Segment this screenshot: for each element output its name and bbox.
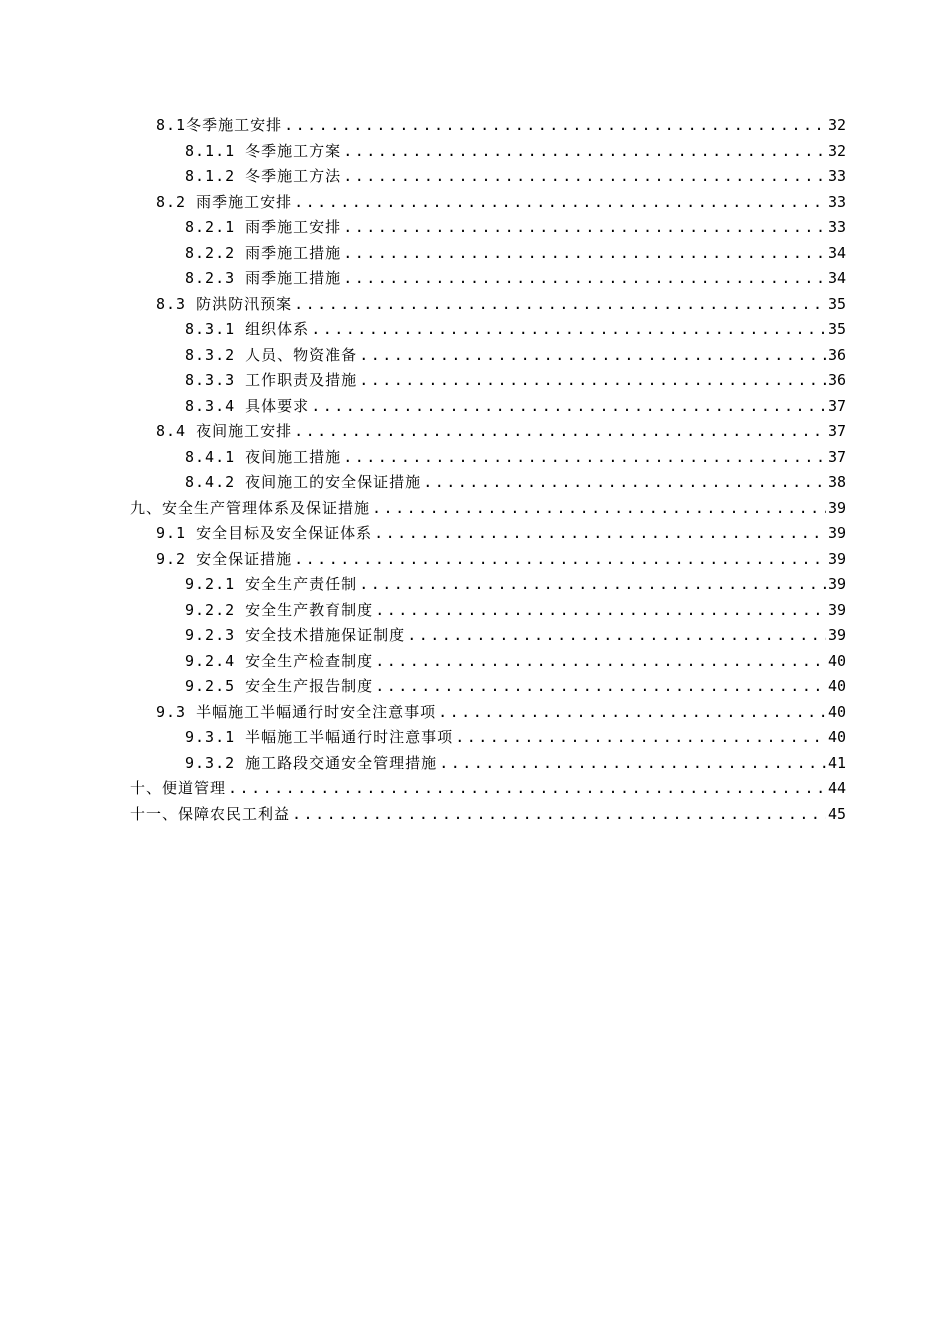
toc-entry-page: 36 xyxy=(827,345,846,364)
toc-entry-title: 8.4 夜间施工安排 xyxy=(156,422,293,440)
toc-dot-leader xyxy=(407,623,826,649)
toc-dot-leader xyxy=(375,674,826,700)
toc-dot-leader xyxy=(284,113,826,139)
toc-dot-leader xyxy=(374,521,826,547)
toc-entry[interactable] xyxy=(130,241,846,267)
table-of-contents xyxy=(130,113,846,827)
toc-entry[interactable] xyxy=(130,445,846,471)
toc-dot-leader xyxy=(343,241,826,267)
toc-entry-title: 9.2.1 安全生产责任制 xyxy=(185,575,358,593)
toc-entry-title: 8.3.3 工作职责及措施 xyxy=(185,371,358,389)
toc-entry-title: 9.3.1 半幅施工半幅通行时注意事项 xyxy=(185,728,454,746)
toc-entry-title: 9.2.5 安全生产报告制度 xyxy=(185,677,374,695)
toc-entry-page: 44 xyxy=(827,779,846,797)
toc-entry[interactable] xyxy=(130,394,846,420)
toc-dot-leader xyxy=(294,547,826,573)
toc-entry[interactable] xyxy=(130,700,846,726)
toc-dot-leader xyxy=(228,776,826,802)
toc-entry[interactable] xyxy=(130,649,846,675)
toc-dot-leader xyxy=(455,725,826,751)
toc-entry-page: 33 xyxy=(827,218,846,236)
toc-entry-title: 8.2.2 雨季施工措施 xyxy=(185,243,342,262)
toc-entry-title: 9.2 安全保证措施 xyxy=(156,549,293,568)
toc-entry-title: 8.4.1 夜间施工措施 xyxy=(185,447,342,466)
toc-entry[interactable] xyxy=(130,725,846,751)
toc-entry[interactable] xyxy=(130,598,846,624)
toc-entry-title: 8.1冬季施工安排 xyxy=(156,116,283,134)
toc-entry[interactable] xyxy=(130,674,846,700)
toc-entry-title: 8.1.2 冬季施工方法 xyxy=(185,167,342,185)
toc-entry-page: 40 xyxy=(827,651,846,670)
toc-entry[interactable] xyxy=(130,419,846,445)
toc-entry-title: 8.2.3 雨季施工措施 xyxy=(185,269,342,287)
toc-entry-title: 九、安全生产管理体系及保证措施 xyxy=(130,498,371,517)
toc-dot-leader xyxy=(359,343,826,369)
toc-entry-page: 37 xyxy=(827,422,846,440)
toc-entry-title: 8.4.2 夜间施工的安全保证措施 xyxy=(185,473,422,491)
toc-entry-page: 39 xyxy=(827,600,846,619)
toc-dot-leader xyxy=(343,139,826,165)
toc-dot-leader xyxy=(311,394,826,420)
toc-entry-page: 37 xyxy=(827,447,846,466)
toc-entry[interactable] xyxy=(130,139,846,165)
toc-entry-page: 37 xyxy=(827,396,846,415)
toc-entry-title: 9.2.3 安全技术措施保证制度 xyxy=(185,626,406,644)
toc-entry-page: 40 xyxy=(827,702,846,721)
toc-entry[interactable] xyxy=(130,190,846,216)
toc-entry-page: 39 xyxy=(827,549,846,568)
toc-entry-page: 33 xyxy=(827,167,846,185)
toc-entry-page: 39 xyxy=(827,524,846,542)
toc-entry-page: 40 xyxy=(827,677,846,695)
toc-entry[interactable] xyxy=(130,164,846,190)
toc-entry[interactable] xyxy=(130,623,846,649)
toc-dot-leader xyxy=(343,215,826,241)
toc-dot-leader xyxy=(294,190,826,216)
toc-entry[interactable] xyxy=(130,368,846,394)
toc-entry-page: 39 xyxy=(827,626,846,644)
toc-entry-title: 8.3.1 组织体系 xyxy=(185,320,310,338)
toc-entry[interactable] xyxy=(130,292,846,318)
toc-dot-leader xyxy=(423,470,826,496)
toc-entry-page: 39 xyxy=(827,575,846,593)
toc-dot-leader xyxy=(292,802,826,828)
toc-dot-leader xyxy=(439,751,826,777)
toc-entry-page: 34 xyxy=(827,269,846,287)
toc-dot-leader xyxy=(359,368,826,394)
toc-dot-leader xyxy=(311,317,826,343)
toc-dot-leader xyxy=(343,445,826,471)
toc-entry-page: 41 xyxy=(827,753,846,772)
toc-entry-page: 32 xyxy=(827,141,846,160)
toc-dot-leader xyxy=(375,649,826,675)
toc-entry[interactable] xyxy=(130,113,846,139)
toc-dot-leader xyxy=(375,598,826,624)
toc-entry-title: 十一、保障农民工利益 xyxy=(130,804,291,823)
toc-entry[interactable] xyxy=(130,343,846,369)
toc-entry-title: 8.1.1 冬季施工方案 xyxy=(185,141,342,160)
toc-entry-page: 40 xyxy=(827,728,846,746)
toc-entry[interactable] xyxy=(130,802,846,828)
toc-entry-page: 45 xyxy=(827,804,846,823)
toc-entry[interactable] xyxy=(130,266,846,292)
toc-entry[interactable] xyxy=(130,215,846,241)
toc-entry-page: 33 xyxy=(827,192,846,211)
toc-dot-leader xyxy=(343,164,826,190)
toc-entry[interactable] xyxy=(130,776,846,802)
toc-entry-page: 39 xyxy=(827,498,846,517)
toc-entry[interactable] xyxy=(130,572,846,598)
toc-entry-page: 32 xyxy=(827,116,846,134)
toc-entry-title: 9.1 安全目标及安全保证体系 xyxy=(156,524,373,542)
toc-dot-leader xyxy=(372,496,826,522)
toc-entry[interactable] xyxy=(130,547,846,573)
toc-entry[interactable] xyxy=(130,317,846,343)
toc-entry-title: 9.3.2 施工路段交通安全管理措施 xyxy=(185,753,438,772)
toc-dot-leader xyxy=(343,266,826,292)
toc-entry-title: 9.2.2 安全生产教育制度 xyxy=(185,600,374,619)
toc-entry[interactable] xyxy=(130,496,846,522)
toc-entry-title: 8.3.4 具体要求 xyxy=(185,396,310,415)
toc-entry-page: 35 xyxy=(827,294,846,313)
toc-entry[interactable] xyxy=(130,751,846,777)
toc-entry-title: 8.3.2 人员、物资准备 xyxy=(185,345,358,364)
toc-entry-page: 36 xyxy=(827,371,846,389)
toc-entry-title: 8.3 防洪防汛预案 xyxy=(156,294,293,313)
toc-entry-title: 9.3 半幅施工半幅通行时安全注意事项 xyxy=(156,702,437,721)
toc-dot-leader xyxy=(438,700,826,726)
toc-dot-leader xyxy=(294,292,826,318)
toc-entry[interactable] xyxy=(130,521,846,547)
toc-dot-leader xyxy=(294,419,826,445)
toc-entry-page: 34 xyxy=(827,243,846,262)
toc-entry-title: 8.2 雨季施工安排 xyxy=(156,192,293,211)
toc-entry-title: 9.2.4 安全生产检查制度 xyxy=(185,651,374,670)
toc-entry[interactable] xyxy=(130,470,846,496)
toc-entry-title: 8.2.1 雨季施工安排 xyxy=(185,218,342,236)
toc-entry-title: 十、便道管理 xyxy=(130,779,227,797)
toc-dot-leader xyxy=(359,572,826,598)
toc-entry-page: 38 xyxy=(827,473,846,491)
toc-entry-page: 35 xyxy=(827,320,846,338)
